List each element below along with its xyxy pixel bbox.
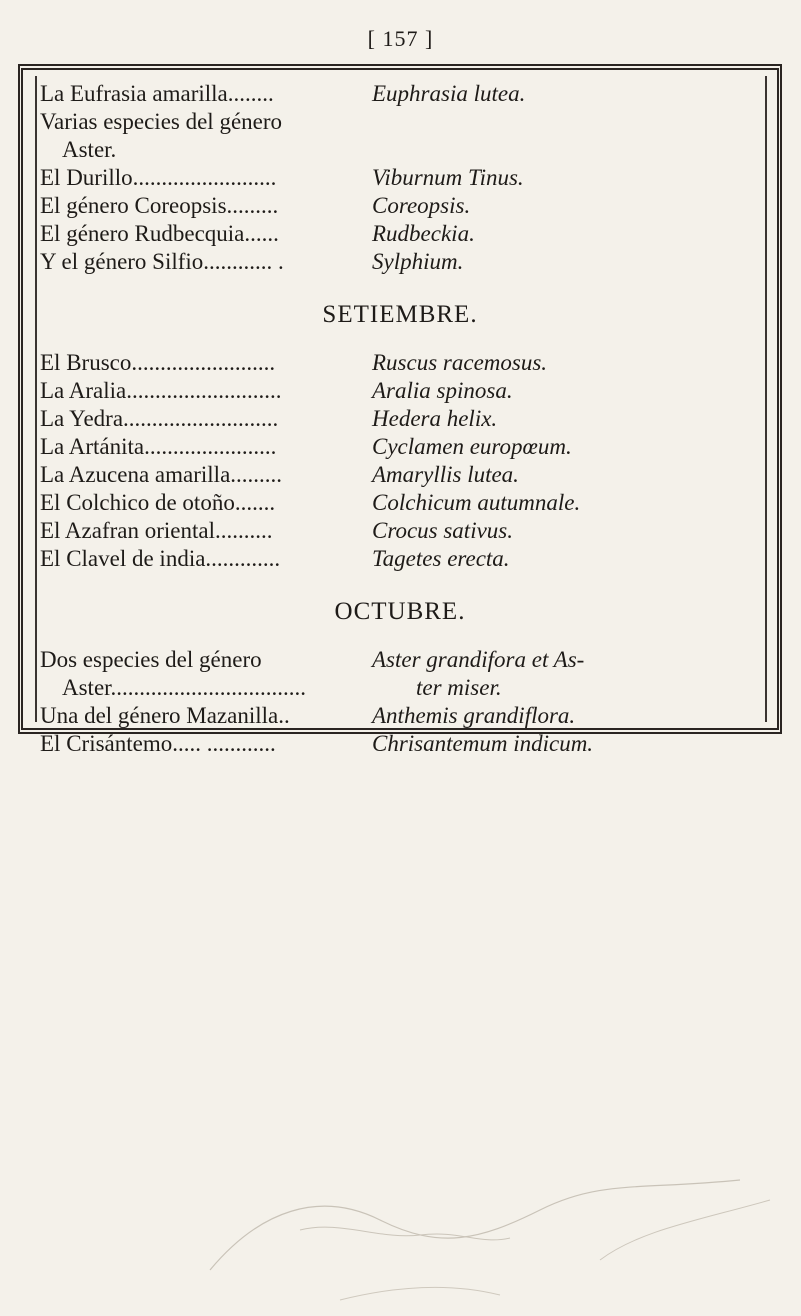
border-inner-left-rule xyxy=(35,76,37,722)
setiembre-entries xyxy=(40,349,760,573)
list-item xyxy=(40,220,760,248)
scientific-name: Viburnum Tinus. xyxy=(372,165,524,190)
list-item xyxy=(40,136,760,164)
scientific-name: Sylphium. xyxy=(372,249,464,274)
scientific-name: Aster grandifora et As- xyxy=(372,647,585,672)
list-item xyxy=(40,349,760,377)
list-item xyxy=(40,517,760,545)
list-item xyxy=(40,433,760,461)
common-name: Dos especies del género xyxy=(40,647,262,672)
top-entries xyxy=(40,80,760,276)
scientific-name: Euphrasia lutea. xyxy=(372,81,526,106)
common-name: La Aralia........................... xyxy=(40,378,282,403)
list-item xyxy=(40,646,760,674)
common-name: El Colchico de otoño....... xyxy=(40,490,276,515)
common-name: El género Coreopsis......... xyxy=(40,193,279,218)
scientific-name: Amaryllis lutea. xyxy=(372,462,519,487)
scientific-name: Ruscus racemosus. xyxy=(372,350,548,375)
list-item xyxy=(40,248,760,276)
common-name: Una del género Mazanilla.. xyxy=(40,703,290,728)
scientific-name: Tagetes erecta. xyxy=(372,546,510,571)
faded-pen-flourish xyxy=(180,1150,780,1310)
section-title-setiembre: SETIEMBRE. xyxy=(322,301,478,328)
list-item xyxy=(40,461,760,489)
scientific-name: Coreopsis. xyxy=(372,193,471,218)
common-name: Varias especies del género xyxy=(40,109,283,134)
list-item xyxy=(40,545,760,573)
common-name: La Eufrasia amarilla........ xyxy=(40,81,274,106)
scientific-name: Crocus sativus. xyxy=(372,518,513,543)
common-name: El Durillo......................... xyxy=(40,165,277,190)
border-inner-right-rule xyxy=(765,76,767,722)
list-item xyxy=(40,192,760,220)
list-item xyxy=(40,164,760,192)
scientific-name: Aralia spinosa. xyxy=(372,378,513,403)
octubre-entries xyxy=(40,646,760,758)
scientific-name: Chrisantemum indicum. xyxy=(372,731,594,756)
common-name: El Azafran oriental.......... xyxy=(40,518,273,543)
common-name: La Azucena amarilla......... xyxy=(40,462,283,487)
list-item xyxy=(40,489,760,517)
common-name: Aster. xyxy=(62,137,117,162)
common-name: La Yedra........................... xyxy=(40,406,279,431)
scientific-name: Hedera helix. xyxy=(372,406,498,431)
scientific-name: Colchicum autumnale. xyxy=(372,490,581,515)
plant-list xyxy=(40,80,760,758)
list-item xyxy=(40,377,760,405)
common-name: El género Rudbecquia...... xyxy=(40,221,279,246)
list-item xyxy=(40,702,760,730)
scientific-name: ter miser. xyxy=(416,675,502,700)
section-title-octubre: OCTUBRE. xyxy=(334,598,466,625)
common-name: El Clavel de india............. xyxy=(40,546,281,571)
list-item xyxy=(40,730,760,758)
list-item xyxy=(40,674,760,702)
common-name: Aster.................................. xyxy=(62,675,307,700)
scientific-name: Anthemis grandiflora. xyxy=(372,703,576,728)
scientific-name: Cyclamen europœum. xyxy=(372,434,572,459)
common-name: El Crisántemo..... ............ xyxy=(40,731,276,756)
common-name: Y el género Silfio............ . xyxy=(40,249,284,274)
scientific-name: Rudbeckia. xyxy=(372,221,475,246)
common-name: El Brusco......................... xyxy=(40,350,276,375)
list-item xyxy=(40,405,760,433)
list-item xyxy=(40,108,760,136)
common-name: La Artánita....................... xyxy=(40,434,277,459)
list-item xyxy=(40,80,760,108)
page-number: [ 157 ] xyxy=(367,26,434,51)
